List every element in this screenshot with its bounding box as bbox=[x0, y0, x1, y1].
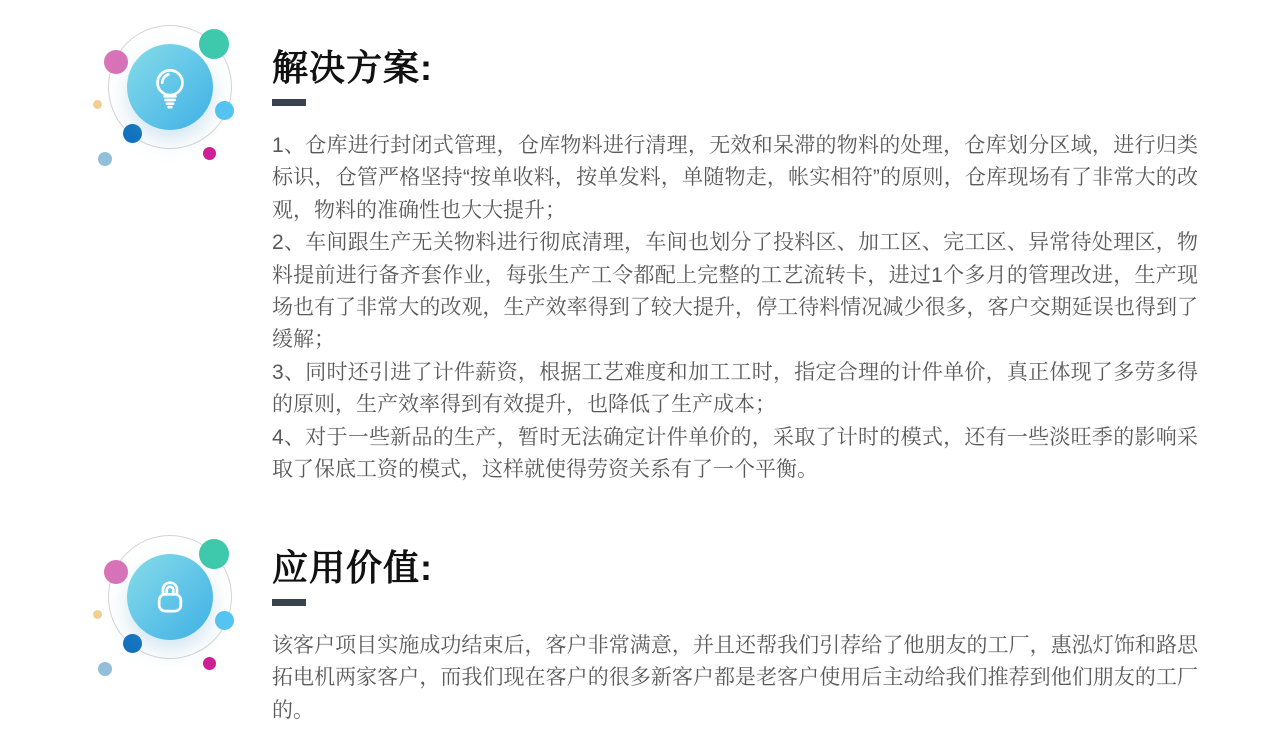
decor-dot-teal bbox=[199, 539, 229, 569]
decor-dot-steel bbox=[98, 152, 112, 166]
decor-dot-magenta bbox=[203, 147, 216, 160]
title-underline bbox=[272, 99, 306, 106]
section-title: 解决方案: bbox=[272, 47, 433, 88]
decor-dot-sky bbox=[215, 611, 234, 630]
section-value bbox=[0, 510, 1264, 754]
decor-dot-azure bbox=[123, 124, 142, 143]
decor-dot-teal bbox=[199, 29, 229, 59]
paragraph: 该客户项目实施成功结束后，客户非常满意，并且还帮我们引荐给了他朋友的工厂，惠泓灯饰和路思拓电机两家客户，而我们现在客户的很多新客户都是老客户使用后主动给我们推荐到他们朋友的工厂的。 bbox=[272, 634, 1198, 722]
value-content bbox=[272, 544, 1198, 727]
paragraph: 2、车间跟生产无关物料进行彻底清理，车间也划分了投料区、加工区、完工区、异常待处理区，物料提前进行备齐套作业，每张生产工令都配上完整的工艺流转卡，进过1个多月的管理改进，生产现场也有了非常大的改观，生产效率得到了较大提升，停工待料情况减少很多，客户交期延误也得到了缓解； bbox=[272, 231, 1198, 352]
section-title: 应用价值: bbox=[272, 547, 433, 588]
solution-paragraphs bbox=[272, 130, 1198, 486]
decor-dot-magenta bbox=[203, 657, 216, 670]
decor-dot-steel bbox=[98, 662, 112, 676]
decor-dot-pink bbox=[104, 560, 128, 584]
value-paragraphs bbox=[272, 630, 1198, 727]
decor-dot-sky bbox=[215, 101, 234, 120]
decor-dot-pink bbox=[104, 50, 128, 74]
decor-dot-azure bbox=[123, 634, 142, 653]
lock-icon bbox=[127, 554, 213, 640]
decor-dot-peach bbox=[93, 100, 102, 109]
title-underline bbox=[272, 599, 306, 606]
paragraph: 3、同时还引进了计件薪资，根据工艺难度和加工工时，指定合理的计件单价，真正体现了多劳多得的原则，生产效率得到有效提升，也降低了生产成本； bbox=[272, 360, 1198, 417]
lightbulb-icon bbox=[127, 44, 213, 130]
solution-content bbox=[272, 44, 1198, 486]
decor-dot-peach bbox=[93, 610, 102, 619]
paragraph: 4、对于一些新品的生产，暂时无法确定计件单价的，采取了计时的模式，还有一些淡旺季的影响采取了保底工资的模式，这样就使得劳资关系有了一个平衡。 bbox=[272, 425, 1198, 482]
solution-icon-group bbox=[89, 16, 254, 176]
paragraph: 1、仓库进行封闭式管理，仓库物料进行清理，无效和呆滞的物料的处理，仓库划分区域，进行归类标识，仓管严格坚持“按单收料，按单发料，单随物走，帐实相符”的原则，仓库现场有了非常大的改观，物料的准确性也大大提升； bbox=[272, 134, 1198, 222]
value-icon-group bbox=[89, 526, 254, 686]
